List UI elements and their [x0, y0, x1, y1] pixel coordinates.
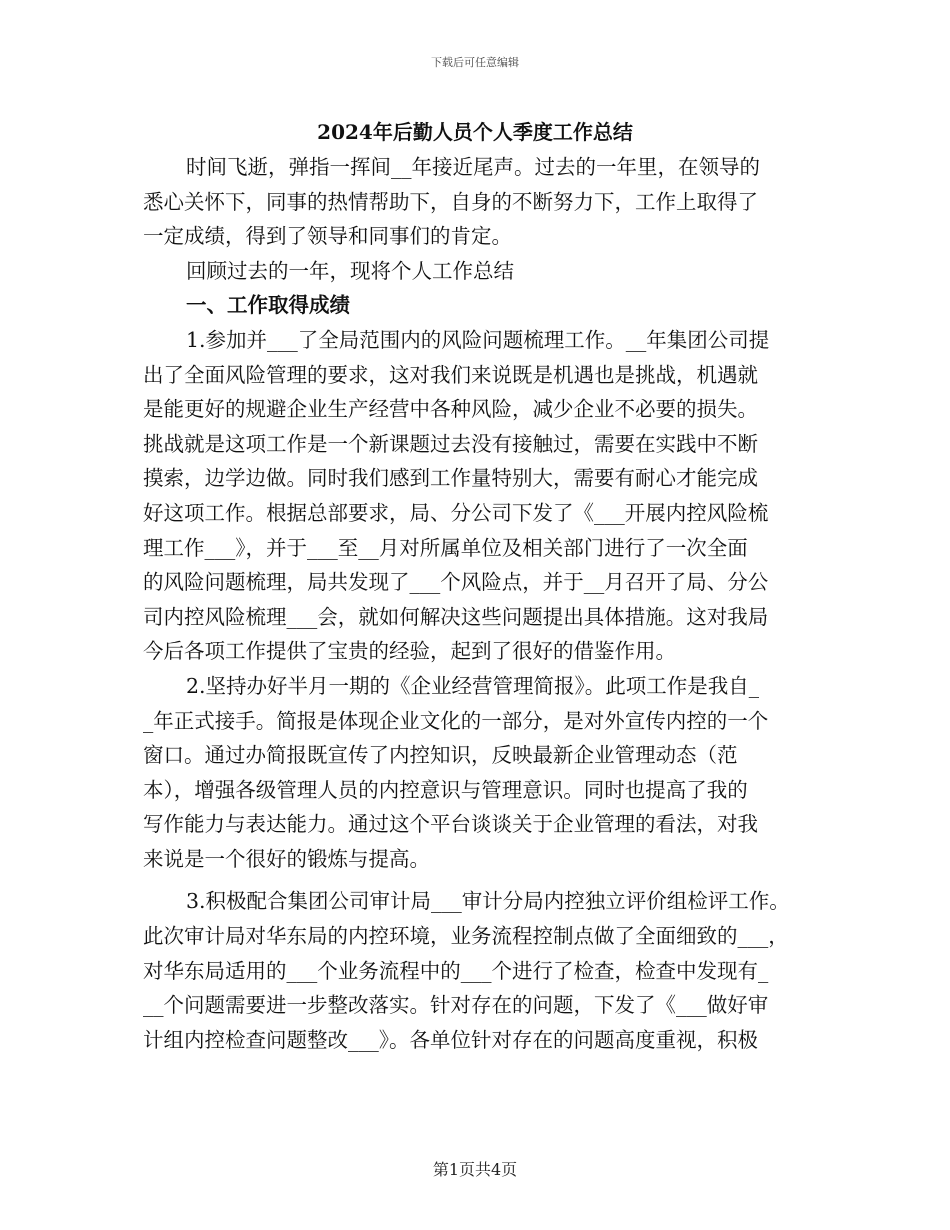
paragraph-line: 一定成绩，得到了领导和同事们的肯定。 — [143, 224, 512, 249]
section-heading: 一、工作取得成绩 — [186, 293, 350, 318]
paragraph-line: 出了全面风险管理的要求，这对我们来说既是机遇也是挑战，机遇就 — [143, 362, 758, 387]
paragraph-line: 回顾过去的一年，现将个人工作总结 — [186, 258, 514, 283]
paragraph-line: 对华东局适用的___个业务流程中的___个进行了检查，检查中发现有_ — [143, 958, 769, 983]
paragraph-line: 悉心关怀下，同事的热情帮助下，自身的不断努力下，工作上取得了 — [143, 189, 758, 214]
paragraph-line: 本），增强各级管理人员的内控意识与管理意识。同时也提高了我的 — [143, 777, 748, 802]
paragraph-line: 2.坚持办好半月一期的《企业经营管理简报》。此项工作是我自_ — [186, 673, 760, 698]
paragraph-line: 的风险问题梳理，局共发现了___个风险点，并于__月召开了局、分公 — [143, 570, 769, 595]
document-title: 2024年后勤人员个人季度工作总结 — [317, 120, 633, 144]
paragraph-line: 理工作___》，并于___至__月对所属单位及相关部门进行了一次全面 — [143, 535, 748, 560]
paragraph-line: 来说是一个很好的锻炼与提高。 — [143, 846, 430, 871]
paragraph-line: _年正式接手。简报是体现企业文化的一部分，是对外宣传内控的一个 — [143, 708, 769, 733]
paragraph-line: __个问题需要进一步整改落实。针对存在的问题，下发了《___做好审 — [143, 993, 769, 1018]
paragraph-line: 好这项工作。根据总部要求，局、分公司下发了《___开展内控风险梳 — [143, 500, 769, 525]
paragraph-line: 此次审计局对华东局的内控环境，业务流程控制点做了全面细致的___， — [143, 924, 789, 949]
paragraph-line: 时间飞逝，弹指一挥间__年接近尾声。过去的一年里，在领导的 — [186, 155, 760, 179]
paragraph-line: 挑战就是这项工作是一个新课题过去没有接触过，需要在实践中不断 — [143, 431, 758, 456]
paragraph-line: 1.参加并___了全局范围内的风险问题梳理工作。__年集团公司提 — [186, 327, 770, 352]
paragraph-line: 是能更好的规避企业生产经营中各种风险，减少企业不必要的损失。 — [143, 397, 758, 422]
paragraph-line: 写作能力与表达能力。通过这个平台谈谈关于企业管理的看法，对我 — [143, 812, 758, 837]
paragraph-line: 计组内控检查问题整改___》。各单位针对存在的问题高度重视，积极 — [143, 1027, 758, 1052]
paragraph-line: 司内控风险梳理___会，就如何解决这些问题提出具体措施。这对我局 — [143, 604, 769, 629]
document-body — [143, 150, 808, 1057]
page-footer: 第1页共4页 — [432, 1160, 518, 1179]
page-header: 下载后可任意编辑 — [431, 56, 519, 69]
paragraph-line: 今后各项工作提供了宝贵的经验，起到了很好的借鉴作用。 — [143, 639, 676, 664]
paragraph-line: 窗口。通过办简报既宣传了内控知识，反映最新企业管理动态（范 — [143, 743, 738, 768]
paragraph-gap — [143, 876, 808, 884]
paragraph-line: 3.积极配合集团公司审计局___审计分局内控独立评价组检评工作。 — [186, 889, 790, 914]
paragraph-line: 摸索，边学边做。同时我们感到工作量特别大，需要有耐心才能完成 — [143, 466, 758, 491]
